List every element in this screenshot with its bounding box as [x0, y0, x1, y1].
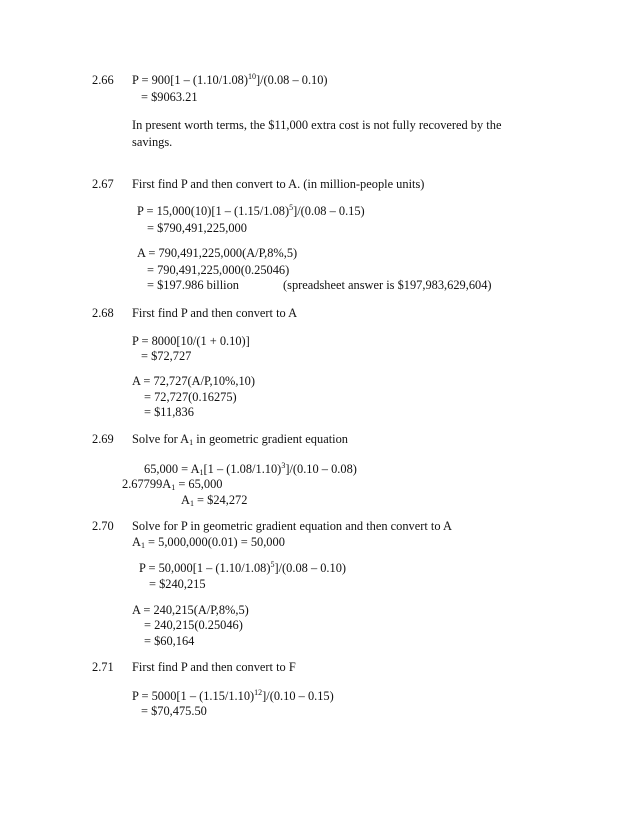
- note-line: (spreadsheet answer is $197,983,629,604): [283, 278, 492, 292]
- equation-line: $65,000 = A_1[1 - (1.08/1.10)^3]/(0.10 - 0.08)$: [144, 461, 357, 477]
- equation-line: $P = 900[1 - (1.10/1.08)^{10}]/(0.08 - 0.10)$: [132, 72, 328, 87]
- problem-number: 2.66: [92, 73, 114, 87]
- equation-line: A = 72,727(A/P,10%,10): [132, 374, 255, 388]
- text-line: Solve for P in geometric gradient equation and then convert to A: [132, 519, 452, 533]
- result-line: = $9063.21: [141, 90, 198, 104]
- problem-number: 2.67: [92, 177, 114, 191]
- text-line: Solve for $A_1$ in geometric gradient equation: [132, 432, 348, 447]
- text-line: savings.: [132, 135, 173, 149]
- result-line: = $72,727: [141, 349, 192, 363]
- result-line: = $60,164: [144, 634, 195, 648]
- result-line: = $790,491,225,000: [147, 221, 247, 235]
- problem-number: 2.70: [92, 519, 114, 533]
- equation-line: $2.67799A_1 = 65,000$: [122, 477, 223, 492]
- equation-line: = 72,727(0.16275): [144, 390, 237, 404]
- text-line: First find P and then convert to A. (in million-people units): [132, 177, 425, 191]
- equation-line: A = 240,215(A/P,8%,5): [132, 603, 249, 617]
- result-line: = $70,475.50: [141, 704, 207, 718]
- equation-line: $A_1 = 5,000,000(0.01) = 50,000$: [132, 535, 285, 550]
- result-line: = $11,836: [144, 405, 194, 419]
- text-line: In present worth terms, the $11,000 extra cost is not fully recovered by the: [132, 118, 502, 132]
- equation-line: = 240,215(0.25046): [144, 618, 243, 632]
- problem-number: 2.68: [92, 306, 114, 320]
- result-line: = $197.986 billion: [147, 278, 240, 292]
- equation-line: P = 8000[10/(1 + 0.10)]: [132, 334, 250, 348]
- result-line: $A_1$ = $24,272: [181, 493, 248, 508]
- equation-line: = 790,491,225,000(0.25046): [147, 263, 290, 277]
- equation-line: $P = 50,000[1 - (1.10/1.08)^5]/(0.08 - 0.10)$: [139, 560, 347, 575]
- problem-number: 2.71: [92, 660, 114, 674]
- problem-number: 2.69: [92, 432, 114, 446]
- equation-line: $P = 5000[1 - (1.15/1.10)^{12}]/(0.10 - 0.15)$: [132, 688, 334, 703]
- result-line: = $240,215: [149, 577, 206, 591]
- equation-line: $P = 15,000(10)[1 - (1.15/1.08)^5]/(0.08 - 0.15)$: [137, 203, 365, 218]
- text-line: First find P and then convert to F: [132, 660, 296, 674]
- text-line: First find P and then convert to A: [132, 306, 298, 320]
- equation-line: A = 790,491,225,000(A/P,8%,5): [137, 246, 298, 260]
